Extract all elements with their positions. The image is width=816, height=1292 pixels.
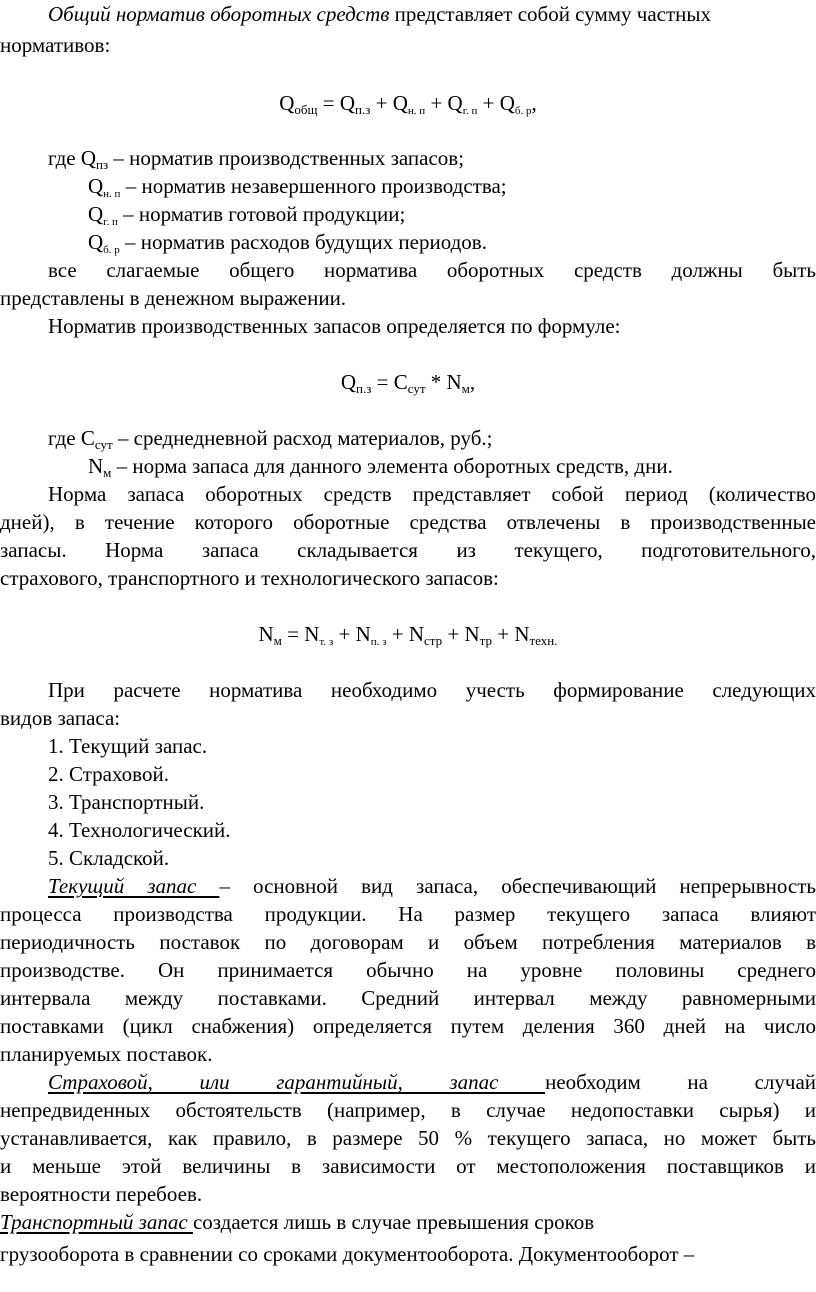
paragraph-safety-stock-line-3: устанавливается, как правило, в размере 50 % текущего запаса, но может быть: [0, 1126, 816, 1150]
paragraph-transport-stock-line-2: грузооборота в сравнении со сроками документооборота. Документооборот –: [0, 1242, 695, 1266]
paragraph-current-stock-line-6: поставками (цикл снабжения) определяется путем деления 360 дней на число: [0, 1014, 816, 1038]
paragraph-stock-norm-line-1: Норма запаса оборотных средств представляет собой период (количество: [48, 482, 816, 506]
paragraph-stock-types-line-2: видов запаса:: [0, 706, 121, 730]
formula-stock-norm: $N_м$ = Nт. з + Nп. $з + N_{стр} + N_{тр} + N_{техн.}$: [258, 622, 558, 648]
term-transport-stock: Транспортный запас: [0, 1210, 193, 1234]
paragraph-general-norm-line-2: нормативов:: [0, 33, 111, 57]
paragraph-money-line-2: представлены в денежном выражении.: [0, 286, 347, 310]
paragraph-stock-types-line-1: При расчете норматива необходимо учесть формирование следующих: [48, 678, 816, 702]
paragraph-current-stock-line-4: производстве. Он принимается обычно на уровне половины среднего: [0, 958, 816, 982]
definition-np: Qн. п – норматив незавершенного производства;: [88, 174, 507, 200]
paragraph-stock-norm-line-2: дней), в течение которого оборотные средства отвлечены в производственные: [0, 510, 816, 534]
list-item: 5. Складской.: [48, 846, 170, 870]
paragraph-current-stock-line-3: периодичность поставок по договорам и объем потребления материалов в: [0, 930, 816, 954]
paragraph-production-stock-intro: Норматив производственных запасов определяется по формуле:: [48, 314, 621, 338]
list-item: 4. Технологический.: [48, 818, 231, 842]
paragraph-current-stock-line-5: интервала между поставками. Средний интервал между равномерными: [0, 986, 816, 1010]
list-item: 3. Транспортный.: [48, 790, 205, 814]
definition-gp: Qг. п – норматив готовой продукции;: [88, 202, 406, 228]
formula-total-norm: $Q_{общ} = Q_{п.з}$ + Qн. п + Qг. п + Qб. р,: [279, 91, 537, 117]
paragraph-current-stock-line-1: Текущий запас – основной вид запаса, обеспечивающий непрерывность: [48, 874, 816, 898]
paragraph-stock-norm-line-3: запасы. Норма запаса складывается из текущего, подготовительного,: [0, 538, 816, 562]
term-safety-stock: Страховой, или гарантийный, запас: [48, 1070, 546, 1094]
paragraph-current-stock-line-7: планируемых поставок.: [0, 1042, 213, 1066]
definition-c-sut: где $С_{сут}$ – среднедневной расход материалов, руб.;: [48, 426, 493, 452]
paragraph-safety-stock-line-5: вероятности перебоев.: [0, 1182, 203, 1206]
list-item: 1. Текущий запас.: [48, 734, 208, 758]
paragraph-current-stock-line-2: процесса производства продукции. На размер текущего запаса влияют: [0, 902, 816, 926]
definition-n-m: $N_м$ – норма запаса для данного элемента оборотных средств, дни.: [88, 454, 673, 480]
paragraph-stock-norm-line-4: страхового, транспортного и технологического запасов:: [0, 566, 499, 590]
paragraph-money-line-1: все слагаемые общего норматива оборотных средств должны быть: [48, 258, 816, 282]
paragraph-safety-stock-line-1: Страховой, или гарантийный, запас необходим на случай: [48, 1070, 816, 1094]
list-item: 2. Страховой.: [48, 762, 169, 786]
term-current-stock: Текущий запас: [48, 874, 220, 898]
term-general-norm: Общий норматив оборотных средств: [48, 2, 390, 26]
paragraph-safety-stock-line-2: непредвиденных обстоятельств (например, в случае недопоставки сырья) и: [0, 1098, 816, 1122]
paragraph-general-norm-line-1: Общий норматив оборотных средств представляет собой сумму частных: [48, 2, 712, 26]
formula-production-stock: $Q_{п.з} = С_{сут} * N_м$,: [340, 370, 476, 396]
paragraph-safety-stock-line-4: и меньше этой величины в зависимости от местоположения поставщиков и: [0, 1154, 816, 1178]
definition-br: Qб. р – норматив расходов будущих периодов.: [88, 230, 487, 256]
paragraph-transport-stock-line-1: Транспортный запас создается лишь в случае превышения сроков: [0, 1210, 595, 1234]
definition-pz: где $Q_{пз}$ – норматив производственных запасов;: [48, 146, 465, 172]
